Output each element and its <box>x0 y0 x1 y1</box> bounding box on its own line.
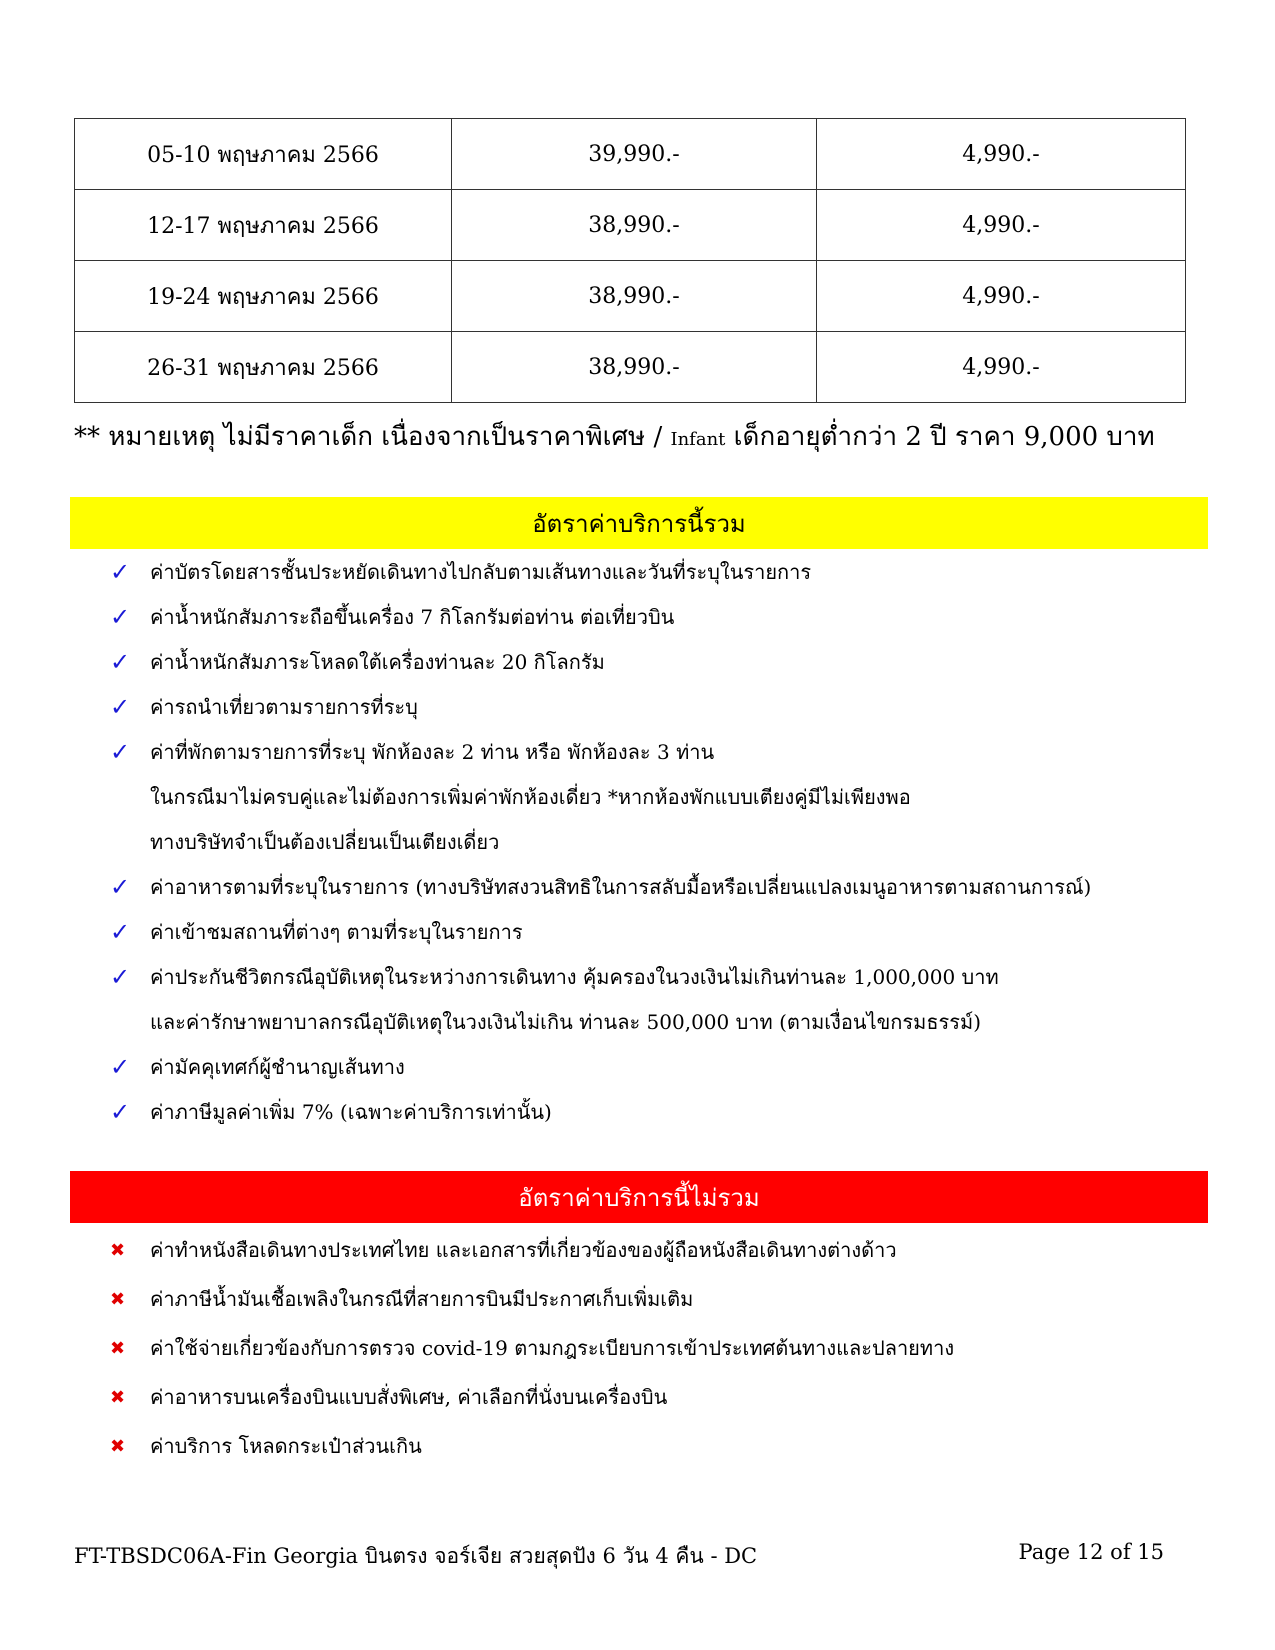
single-supplement: 4,990.- <box>817 119 1186 190</box>
included-list <box>110 550 1220 1135</box>
excluded-title: อัตราค่าบริการนี้ไม่รวม <box>518 1183 760 1212</box>
list-item: ✖ ค่าอาหารบนเครื่องบินแบบสั่งพิเศษ, ค่าเลือกที่นั่งบนเครื่องบิน <box>110 1373 1220 1422</box>
page-number: Page 12 of 15 <box>1018 1540 1164 1564</box>
list-item: ✓ ค่าที่พักตามรายการที่ระบุ พักห้องละ 2 ท่าน หรือ พักห้องละ 3 ท่าน ในกรณีมาไม่ครบคู่และไม่ต้องการเพิ่มค่าพักห้องเดี่ยว *หากห้องพักแบบเตียงคู่มีไม่เพียงพอ ทางบริษัทจำเป็นต้องเปลี่ยนเป็นเตียงเดี่ยว <box>110 730 1220 865</box>
cross-icon: ✖ <box>110 1436 126 1457</box>
adult-price: 38,990.- <box>452 190 817 261</box>
adult-price: 38,990.- <box>452 261 817 332</box>
list-item: ✖ ค่าใช้จ่ายเกี่ยวข้องกับการตรวจ covid-19 ตามกฎระเบียบการเข้าประเทศต้นทางและปลายทาง <box>110 1324 1220 1373</box>
price-table <box>74 118 1186 403</box>
table-row <box>75 119 1186 190</box>
list-item: ✓ ค่ามัคคุเทศก์ผู้ชำนาญเส้นทาง <box>110 1045 1220 1090</box>
travel-date: 19-24 พฤษภาคม 2566 <box>75 261 452 332</box>
included-header <box>70 497 1208 549</box>
list-item: ✖ ค่าบริการ โหลดกระเป๋าส่วนเกิน <box>110 1422 1220 1471</box>
list-item: ✓ ค่ารถนำเที่ยวตามรายการที่ระบุ <box>110 685 1220 730</box>
included-title: อัตราค่าบริการนี้รวม <box>532 509 746 538</box>
check-icon: ✓ <box>110 558 131 586</box>
list-item: ✓ ค่าภาษีมูลค่าเพิ่ม 7% (เฉพาะค่าบริการเท่านั้น) <box>110 1090 1220 1135</box>
footer-doc-title: FT-TBSDC06A-Fin Georgia บินตรง จอร์เจีย สวยสุดปัง 6 วัน 4 คืน - DC <box>74 1544 758 1568</box>
single-supplement: 4,990.- <box>817 332 1186 403</box>
note-text: ** หมายเหตุ ไม่มีราคาเด็ก เนื่องจากเป็นราคาพิเศษ / <box>74 422 671 452</box>
cross-icon: ✖ <box>110 1338 126 1359</box>
check-icon: ✓ <box>110 693 131 721</box>
check-icon: ✓ <box>110 1098 131 1126</box>
note-text: เด็กอายุต่ำกว่า 2 ปี ราคา 9,000 บาท <box>725 422 1155 452</box>
check-icon: ✓ <box>110 738 131 766</box>
single-supplement: 4,990.- <box>817 261 1186 332</box>
list-item: ✓ ค่าน้ำหนักสัมภาระถือขึ้นเครื่อง 7 กิโลกรัมต่อท่าน ต่อเที่ยวบิน <box>110 595 1220 640</box>
check-icon: ✓ <box>110 963 131 991</box>
travel-date: 05-10 พฤษภาคม 2566 <box>75 119 452 190</box>
pricing-note <box>74 416 1224 457</box>
cross-icon: ✖ <box>110 1289 126 1310</box>
travel-date: 26-31 พฤษภาคม 2566 <box>75 332 452 403</box>
cross-icon: ✖ <box>110 1387 126 1408</box>
check-icon: ✓ <box>110 873 131 901</box>
check-icon: ✓ <box>110 648 131 676</box>
adult-price: 38,990.- <box>452 332 817 403</box>
cross-icon: ✖ <box>110 1240 126 1261</box>
table-row <box>75 261 1186 332</box>
list-item: ✓ ค่าน้ำหนักสัมภาระโหลดใต้เครื่องท่านละ 20 กิโลกรัม <box>110 640 1220 685</box>
check-icon: ✓ <box>110 918 131 946</box>
single-supplement: 4,990.- <box>817 190 1186 261</box>
check-icon: ✓ <box>110 1053 131 1081</box>
table-row <box>75 190 1186 261</box>
list-item: ✓ ค่าบัตรโดยสารชั้นประหยัดเดินทางไปกลับตามเส้นทางและวันที่ระบุในรายการ <box>110 550 1220 595</box>
excluded-header <box>70 1171 1208 1223</box>
excluded-list <box>110 1226 1220 1471</box>
list-item: ✓ ค่าประกันชีวิตกรณีอุบัติเหตุในระหว่างการเดินทาง คุ้มครองในวงเงินไม่เกินท่านละ 1,000,000 บาท และค่ารักษาพยาบาลกรณีอุบัติเหตุในวงเงินไม่เกิน ท่านละ 500,000 บาท (ตามเงื่อนไขกรมธรรม์) <box>110 955 1220 1045</box>
list-item: ✓ ค่าเข้าชมสถานที่ต่างๆ ตามที่ระบุในรายการ <box>110 910 1220 955</box>
list-item: ✓ ค่าอาหารตามที่ระบุในรายการ (ทางบริษัทสงวนสิทธิในการสลับมื้อหรือเปลี่ยนแปลงเมนูอาหารตามสถานการณ์) <box>110 865 1220 910</box>
note-infant: Infant <box>670 429 726 450</box>
page-footer <box>74 1540 1164 1573</box>
check-icon: ✓ <box>110 603 131 631</box>
list-item: ✖ ค่าภาษีน้ำมันเชื้อเพลิงในกรณีที่สายการบินมีประกาศเก็บเพิ่มเติม <box>110 1275 1220 1324</box>
adult-price: 39,990.- <box>452 119 817 190</box>
table-row <box>75 332 1186 403</box>
travel-date: 12-17 พฤษภาคม 2566 <box>75 190 452 261</box>
list-item: ✖ ค่าทำหนังสือเดินทางประเทศไทย และเอกสารที่เกี่ยวข้องของผู้ถือหนังสือเดินทางต่างด้าว <box>110 1226 1220 1275</box>
